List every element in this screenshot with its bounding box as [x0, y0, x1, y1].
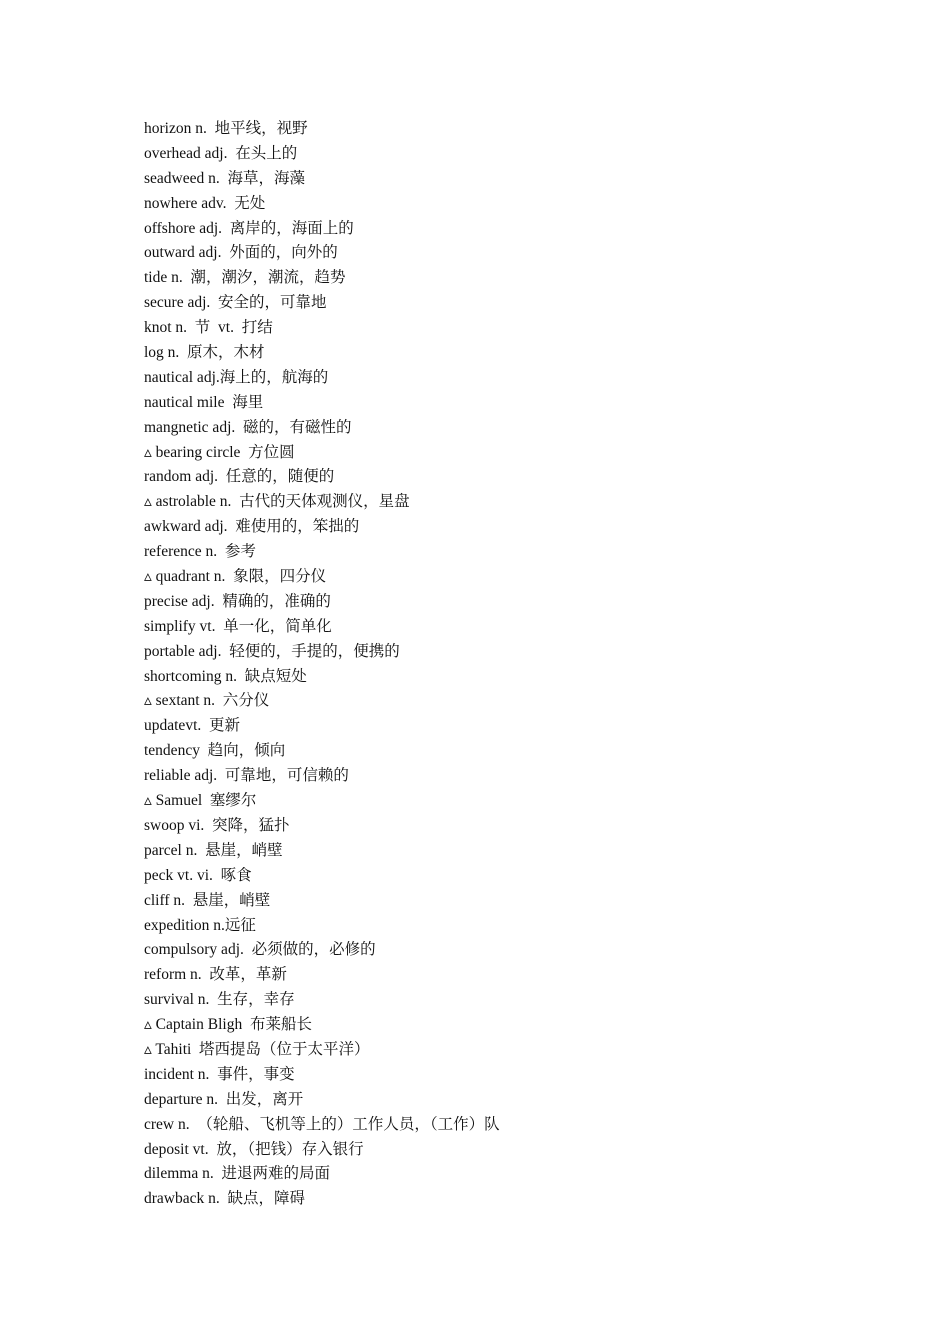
vocabulary-list: [144, 117, 500, 1212]
vocab-entry: expedition n.远征: [144, 916, 256, 934]
vocab-entry: parcel n. 悬崖，峭壁: [144, 841, 283, 859]
vocab-entry: departure n. 出发，离开: [144, 1090, 304, 1108]
vocab-entry: ▵ Samuel 塞缪尔: [144, 792, 257, 810]
vocab-entry: log n. 原木，木材: [144, 344, 265, 362]
vocab-entry: crew n. （轮船、飞机等上的）工作人员，（工作）队: [144, 1115, 500, 1133]
vocab-entry: random adj. 任意的，随便的: [144, 468, 335, 486]
vocab-entry: nowhere adv. 无处: [144, 194, 266, 212]
vocab-entry: offshore adj. 离岸的，海面上的: [144, 219, 354, 237]
vocab-entry: dilemma n. 进退两难的局面: [144, 1165, 330, 1183]
vocab-entry: nautical adj.海上的，航海的: [144, 368, 329, 386]
vocab-entry: ▵ astrolable n. 古代的天体观测仪，星盘: [144, 493, 410, 511]
vocab-entry: swoop vi. 突降，猛扑: [144, 816, 290, 834]
vocab-entry: mangnetic adj. 磁的，有磁性的: [144, 418, 352, 436]
vocab-entry: overhead adj. 在头上的: [144, 144, 298, 162]
vocab-entry: horizon n. 地平线，视野: [144, 120, 308, 137]
vocab-entry: ▵ sextant n. 六分仪: [144, 692, 270, 710]
vocab-entry: drawback n. 缺点，障碍: [144, 1190, 305, 1208]
vocab-entry: tendency 趋向，倾向: [144, 742, 286, 760]
vocab-entry: cliff n. 悬崖，峭壁: [144, 891, 271, 909]
vocab-entry: reform n. 改革，革新: [144, 966, 287, 984]
vocab-entry: ▵ Tahiti 塔西提岛（位于太平洋）: [144, 1040, 370, 1058]
vocab-entry: compulsory adj. 必须做的，必修的: [144, 941, 376, 959]
vocab-entry: ▵ bearing circle 方位圆: [144, 443, 295, 461]
vocab-entry: knot n. 节 vt. 打结: [144, 319, 273, 337]
vocab-entry: shortcoming n. 缺点短处: [144, 667, 307, 685]
vocab-entry: ▵ quadrant n. 象限，四分仪: [144, 568, 327, 586]
vocab-entry: peck vt. vi. 啄食: [144, 866, 252, 884]
vocab-entry: awkward adj. 难使用的，笨拙的: [144, 518, 360, 536]
vocab-entry: deposit vt. 放，（把钱）存入银行: [144, 1140, 364, 1158]
vocab-entry: reference n. 参考: [144, 543, 256, 561]
vocab-entry: precise adj. 精确的，准确的: [144, 592, 331, 610]
vocab-entry: ▵ Captain Bligh 布莱船长: [144, 1016, 312, 1034]
vocab-entry: survival n. 生存，幸存: [144, 991, 295, 1009]
vocab-entry: portable adj. 轻便的，手提的，便携的: [144, 642, 400, 660]
vocab-entry: seadweed n. 海草，海藻: [144, 169, 305, 187]
vocab-entry: outward adj. 外面的，向外的: [144, 244, 338, 262]
vocab-entry: incident n. 事件，事变: [144, 1065, 295, 1083]
vocab-entry: tide n. 潮，潮汐，潮流，趋势: [144, 269, 346, 287]
vocab-entry: secure adj. 安全的，可靠地: [144, 294, 327, 312]
vocab-entry: reliable adj. 可靠地，可信赖的: [144, 767, 349, 785]
vocab-entry: simplify vt. 单一化，简单化: [144, 617, 332, 635]
vocab-entry: nautical mile 海里: [144, 393, 264, 411]
vocab-entry: updatevt. 更新: [144, 717, 240, 735]
